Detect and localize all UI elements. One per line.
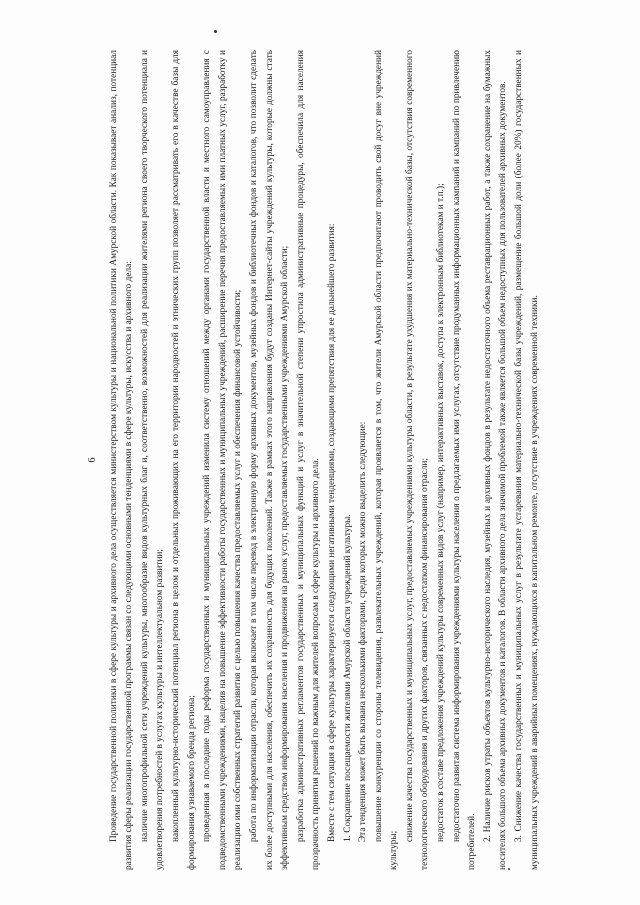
paragraph: проведенная в последние годы реформа государственных и муниципальных учреждений изменила систему отношений между органами государственной власти и местного самоуправления с подведомственными учреждениями, нацелив на повышение эффективности работы государственных и муниципальных учреждений, расширение перечня предоставляемых ими платных услуг, разработку и реализацию ими собственных стратегий развития с целью повышения качества предоставляемых услуг и обеспечения финансовой устойчивости; [202,50,244,870]
paragraph: недостаток в составе предложения учреждений культуры современных видов услуг (например, интерактивных выставок, доступа к электронным библиотекам и т.п.); [436,183,447,842]
scan-speck [508,868,510,870]
paragraph: 3. Снижение качества государственных и муниципальных услуг в результате устаревания материально-технической базы учреждений, размещение большой доли (более 20%) государственных и муниципальных учреждений в аварийных помещениях, нуждающихся в капитальном ремонте, отсутствие в учреждениях современной техники. [514,50,540,870]
paragraph: Проведение государственной политики в сфере культуры и архивного дела осуществляется министерством культуры и национальной политики Амурской области. Как показывает анализ, потенциал развития сферы реализации государственной программы связан со следующими основными тенденциями в сфере культуры, искусства и архивного дела: [108,50,135,870]
paragraph: повышение конкуренции со стороны телевидения, развлекательных учреждений, которая проявляется в том, что жители Амурской области предпочитают проводить свой досуг вне учреждений культуры; [373,50,400,870]
scan-speck [214,30,217,33]
paragraph: накопленный культурно-исторический потенциал региона в целом и отдельных проживающих на его территории народностей и этнических групп позволяет рассматривать его в качестве базы для формирования узнаваемого бренда региона; [170,50,197,870]
list-heading: 1. Сокращение посещаемости жителями Амурской области учреждений культуры. [342,514,353,842]
rotated-text-block [85,50,585,870]
paragraph: работа по информатизации отрасли, которая включает в том числе перевод в электронную форму архивных документов, музейных фондов и библиотечных фондов и каталогов, что позволит сделать их более доступными для населения, обеспечить их сохранность для будущих поколений. Также в рамках этого направления будут созданы Интернет-сайты учреждений культуры, которые должны стать эффективным средством информирования населения и продвижения на рынок услуг, предоставляемых государственными учреждениями Амурской области; [248,50,291,870]
paragraph: Эта тенденция может быть вызвана несколькими факторами, среди которых можно выделить следующие: [358,421,369,842]
paragraph: Вместе с тем ситуация в сфере культуры характеризуется следующими негативными тенденциями, создающими препятствия для ее дальнейшего развития: [326,223,337,842]
paragraph: разработка административных регламентов государственных и муниципальных функций и услуг в значительной степени упростила административные процедуры, обеспечила для населения прозрачность принятия решений по важным для жителей вопросам в сфере культуры и архивного дела. [295,50,322,870]
paragraph: наличие многопрофильной сети учреждений культуры, многообразие видов культурных благ и, соответственно, возможностей для реализации жителями региона своего творческого потенциала и удовлетворения потребностей в услугах культуры и интеллектуальном развитии; [139,50,166,870]
paragraph: недостаточно развитая система информирования учреждениями культуры населения о предлагаемых ими услугах, отсутствие продуманных информационных кампаний и кампаний по привлечению потребителей. [451,50,478,870]
page-number: 6 [87,457,98,463]
paragraph: снижение качества государственных и муниципальных услуг, предоставляемых учреждениями культуры области, в результате ухудшения их материально-технической базы, отсутствия современного технологического оборудования и других факторов, связанных с недостатком финансирования отрасли; [404,50,431,870]
paragraph: 2. Наличие рисков утраты объектов культурно-исторического наследия, музейных и архивных фондов в результате недостаточного объема реставрационных работ, а также сохранение на бумажных носителях большого объема архивных документов и каталогов. В области архивного дела значимой проблемой также является большой объем недоступных для пользователей архивных документов. [482,50,509,870]
